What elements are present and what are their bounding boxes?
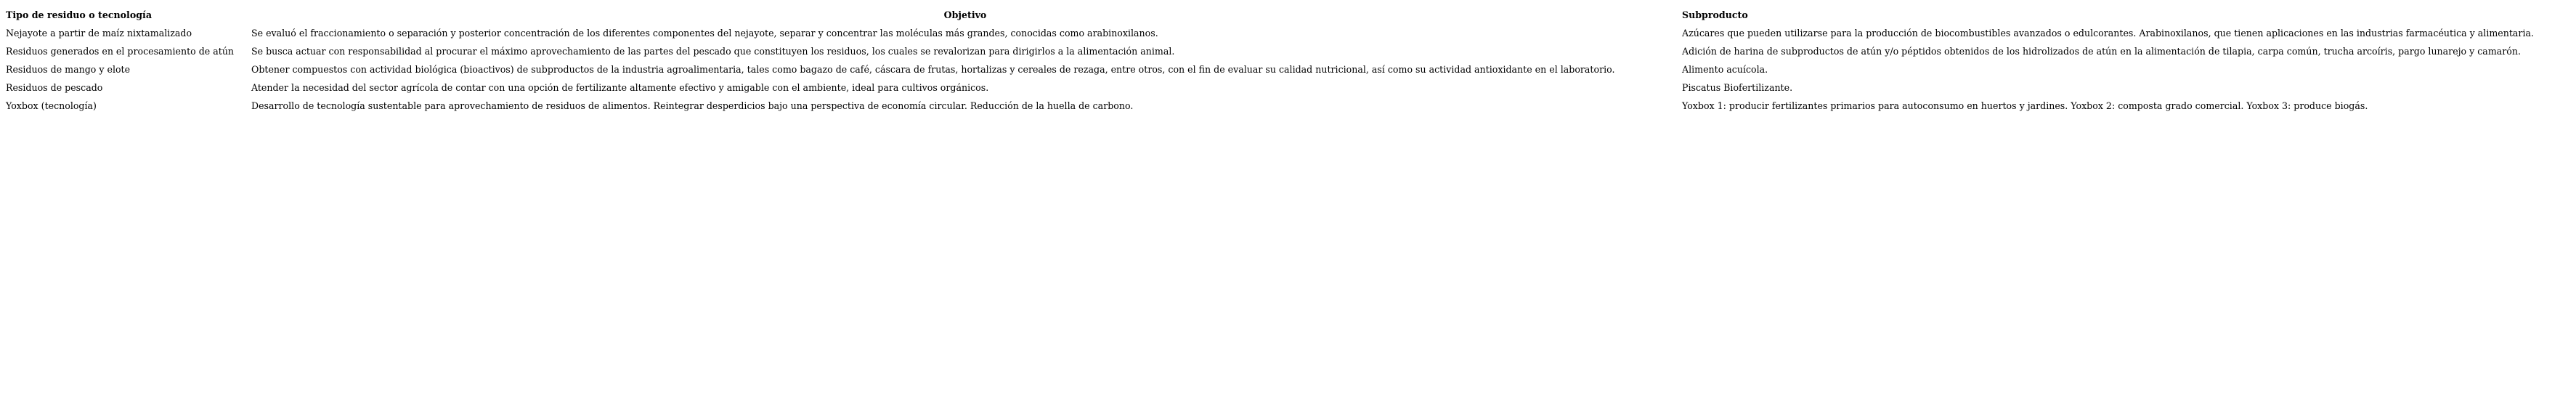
cell-subproducto: Azúcares que pueden utilizarse para la producción de biocombustibles avanzados o edulcorantes. Arabinoxilanos, que tienen aplicaciones en las industrias farmacéutica y alimentaria. — [1682, 28, 2534, 39]
cell-objetivo: Se busca actuar con responsabilidad al procurar el máximo aprovechamiento de las partes del pescado que constituyen los residuos, los cuales se revalorizan para dirigirlos a la alimentación animal. — [251, 46, 1175, 57]
cell-tipo: Yoxbox (tecnología) — [6, 100, 97, 111]
table-row — [6, 42, 2575, 60]
cell-tipo: Nejayote a partir de maíz nixtamalizado — [6, 28, 192, 39]
header-row — [6, 6, 2575, 24]
cell-objetivo: Desarrollo de tecnología sustentable para aprovechamiento de residuos de alimentos. Reintegrar desperdicios bajo una perspectiva de economía circular. Reducción de la huella de carbono. — [251, 100, 1134, 111]
header-objetivo: Objetivo — [943, 9, 987, 20]
cell-subproducto: Alimento acuícola. — [1682, 64, 1768, 75]
table-header — [6, 6, 2575, 24]
waste-table — [6, 6, 2575, 115]
cell-tipo: Residuos generados en el procesamiento de atún — [6, 46, 235, 57]
cell-subproducto: Piscatus Biofertilizante. — [1682, 82, 1793, 93]
cell-tipo: Residuos de mango y elote — [6, 64, 131, 75]
cell-subproducto: Adición de harina de subproductos de atún y/o péptidos obtenidos de los hidrolizados de atún en la alimentación de tilapia, carpa común, trucha arcoíris, pargo lunarejo y camarón. — [1682, 46, 2521, 57]
table-row — [6, 97, 2575, 115]
table-row — [6, 78, 2575, 97]
header-subproducto: Subproducto — [1682, 9, 1748, 20]
cell-tipo: Residuos de pescado — [6, 82, 103, 93]
cell-objetivo: Se evaluó el fraccionamiento o separación y posterior concentración de los diferentes componentes del nejayote, separar y concentrar las moléculas más grandes, conocidas como arabinoxilanos. — [251, 28, 1158, 39]
cell-objetivo: Obtener compuestos con actividad biológica (bioactivos) de subproductos de la industria agroalimentaria, tales como bagazo de café, cáscara de frutas, hortalizas y cereales de rezaga, entre otros, con el fin de evaluar su calidad nutricional, así como su actividad antioxidante en el laboratorio. — [251, 64, 1615, 75]
header-tipo: Tipo de residuo o tecnología — [6, 9, 152, 20]
cell-subproducto: Yoxbox 1: producir fertilizantes primarios para autoconsumo en huertos y jardines. Yoxbox 2: composta grado comercial. Yoxbox 3: produce biogás. — [1682, 100, 2368, 111]
table-body — [6, 24, 2575, 115]
cell-objetivo: Atender la necesidad del sector agrícola de contar con una opción de fertilizante altamente efectivo y amigable con el ambiente, ideal para cultivos orgánicos. — [251, 82, 989, 93]
table-row — [6, 60, 2575, 78]
table-row — [6, 24, 2575, 42]
